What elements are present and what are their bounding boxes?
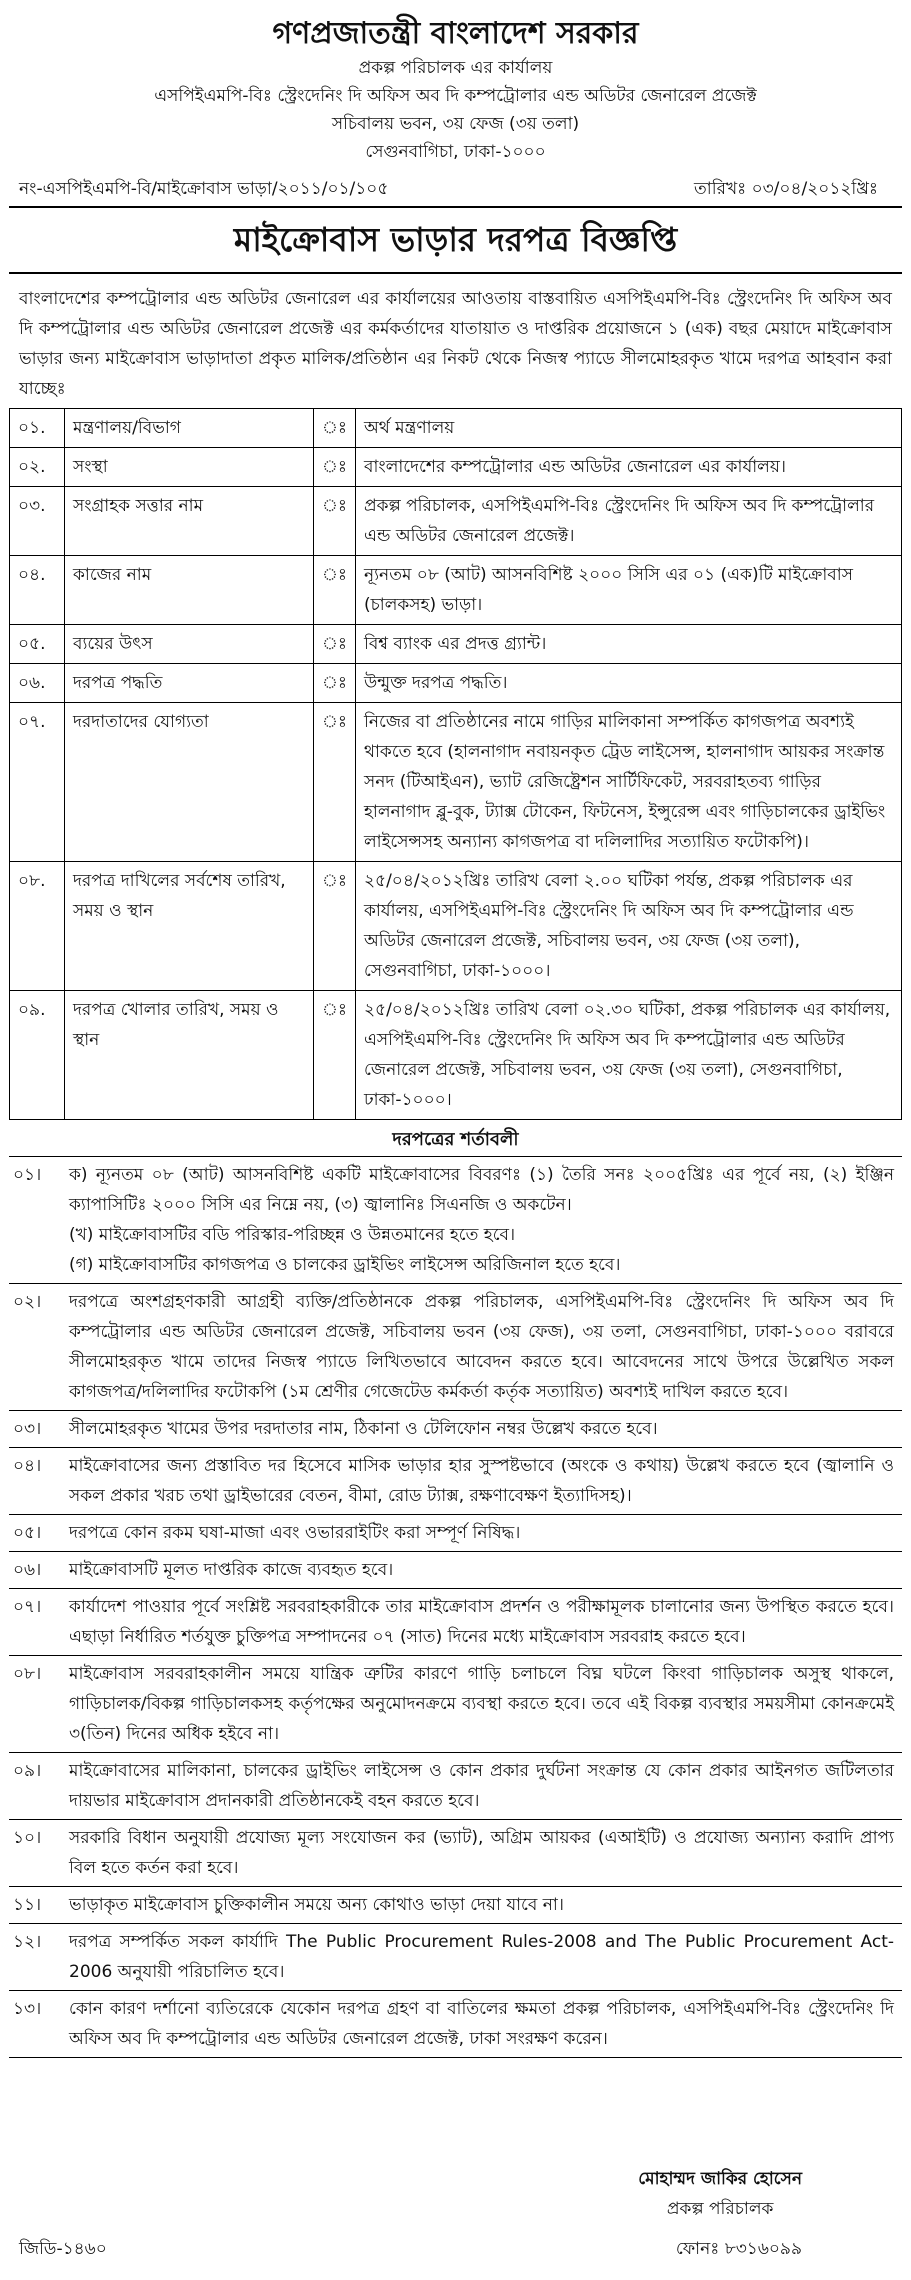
condition-line: দরপত্রে অংশগ্রহণকারী আগ্রহী ব্যক্তি/প্রতিষ্ঠানকে প্রকল্প পরিচালক, এসপিইএমপি-বিঃ স্ট্রেংদেনিং দি অফিস অব দি কম্পট্রোলার এন্ড অডিটর জেনারেল প্রজেক্ট, সচিবালয় ভবন (৩য় ফেজ), ৩য় তলা, সেগুনবাগিচা, ঢাকা-১০০০ বরাবরে সীলমোহরকৃত খামে তাদের নিজস্ব প্যাডে লিখিতভাবে আবেদন করতে হবে। আবেদনের সাথে উপরে উল্লেখিত সকল কাগজপত্র/দলিলাদির ফটোকপি (১ম শ্রেণীর গেজেটেড কর্মকর্তা কর্তৃক সত্যায়িত) অবশ্যই দাখিল করতে হবে।	[69, 1292, 894, 1402]
row-label: দরপত্র খোলার তারিখ, সময় ও স্থান	[65, 991, 314, 1120]
row-label: কাজের নাম	[65, 556, 314, 625]
condition-number: ১৩।	[13, 1999, 42, 2019]
row-number: ০১.	[10, 409, 65, 448]
table-row	[10, 487, 902, 556]
condition-number: ০৩।	[13, 1419, 42, 1439]
row-colon: ঃ	[314, 862, 356, 991]
condition-text	[69, 1823, 902, 1883]
condition-item	[9, 1411, 902, 1448]
condition-line: (খ) মাইক্রোবাসটির বডি পরিস্কার-পরিচ্ছন্ন ও উন্নতমানের হতে হবে।	[69, 1225, 516, 1245]
condition-line: (গ) মাইক্রোবাসটির কাগজপত্র ও চালকের ড্রাইভিং লাইসেন্স অরিজিনাল হতে হবে।	[69, 1255, 621, 1275]
intro-paragraph: বাংলাদেশের কম্পট্রোলার এন্ড অডিটর জেনারেল এর কার্যালয়ের আওতায় বাস্তবায়িত এসপিইএমপি-বিঃ স্ট্রেংদেনিং দি অফিস অব দি কম্পট্রোলার এন্ড অডিটর জেনারেল প্রজেক্ট এর কর্মকর্তাদের যাতায়াত ও দাপ্তরিক প্রয়োজনে ১ (এক) বছর মেয়াদে মাইক্রোবাস ভাড়ার জন্য মাইক্রোবাস ভাড়াদাতা প্রকৃত মালিক/প্রতিষ্ঠান এর নিকট থেকে নিজস্ব প্যাডে সীলমোহরকৃত খামে দরপত্র আহবান করা যাচ্ছেঃ	[19, 289, 892, 399]
condition-number: ০৮।	[13, 1664, 42, 1684]
row-value: উন্মুক্ত দরপত্র পদ্ধতি।	[355, 664, 901, 703]
government-title: গণপ্রজাতন্ত্রী বাংলাদেশ সরকার	[272, 16, 639, 51]
row-colon: ঃ	[314, 487, 356, 556]
office-name: প্রকল্প পরিচালক এর কার্যালয়	[358, 58, 553, 78]
condition-item	[9, 1887, 902, 1924]
row-number: ০৬.	[10, 664, 65, 703]
condition-text	[69, 1592, 902, 1652]
condition-item	[9, 1515, 902, 1552]
row-number: ০৫.	[10, 625, 65, 664]
condition-text	[69, 1927, 902, 1987]
conditions-title: দরপত্রের শর্তাবলী	[392, 1129, 519, 1150]
condition-number: ১২।	[13, 1932, 42, 1952]
reference-number: নং-এসপিইএমপি-বি/মাইক্রোবাস ভাড়া/২০১১/০১/১০৫	[19, 179, 389, 199]
row-number: ০২.	[10, 448, 65, 487]
condition-text	[69, 1518, 902, 1548]
condition-line: দরপত্রে কোন রকম ঘষা-মাজা এবং ওভাররাইটিং করা সম্পূর্ণ নিষিদ্ধ।	[69, 1523, 521, 1543]
condition-item	[9, 1589, 902, 1656]
condition-line: মাইক্রোবাসটি মূলত দাপ্তরিক কাজে ব্যবহৃত হবে।	[69, 1560, 394, 1580]
row-value: অর্থ মন্ত্রণালয়	[355, 409, 901, 448]
condition-number: ০২।	[13, 1292, 42, 1312]
condition-text	[69, 1451, 902, 1511]
notice-date: তারিখঃ ০৩/০৪/২০১২খ্রিঃ	[694, 179, 878, 199]
table-row	[10, 409, 902, 448]
row-label: মন্ত্রণালয়/বিভাগ	[65, 409, 314, 448]
row-value: নিজের বা প্রতিষ্ঠানের নামে গাড়ির মালিকানা সম্পর্কিত কাগজপত্র অবশ্যই থাকতে হবে (হালনাগাদ নবায়নকৃত ট্রেড লাইসেন্স, হালনাগাদ আয়কর সংক্রান্ত সনদ (টিআইএন), ভ্যাট রেজিষ্ট্রেশন সার্টিফিকেট, সরবরাহতব্য গাড়ির হালনাগাদ ব্লু-বুক, ট্যাক্স টোকেন, ফিটনেস, ইন্সুরেন্স এবং গাড়িচালকের ড্রাইভিং লাইসেন্সসহ অন্যান্য কাগজপত্র বা দলিলাদির সত্যায়িত ফটোকপি)।	[355, 703, 901, 862]
tender-notice	[9, 14, 902, 2266]
condition-line: দরপত্র সম্পর্কিত সকল কার্যাদি The Public Procurement Rules-2008 and The Public Procurement Act-2006 অনুযায়ী পরিচালিত হবে।	[69, 1932, 894, 1982]
row-colon: ঃ	[314, 556, 356, 625]
row-value: ২৫/০৪/২০১২খ্রিঃ তারিখ বেলা ২.০০ ঘটিকা পর্যন্ত, প্রকল্প পরিচালক এর কার্যালয়, এসপিইএমপি-বিঃ স্ট্রেংদেনিং দি অফিস অব দি কম্পট্রোলার এন্ড অডিটর জেনারেল প্রজেক্ট, সচিবালয় ভবন, ৩য় ফেজ (৩য় তলা), সেগুনবাগিচা, ঢাকা-১০০০।	[355, 862, 901, 991]
row-colon: ঃ	[314, 409, 356, 448]
row-colon: ঃ	[314, 703, 356, 862]
row-label: দরপত্র দাখিলের সর্বশেষ তারিখ, সময় ও স্থান	[65, 862, 314, 991]
condition-text	[69, 1756, 902, 1816]
condition-number: ০৫।	[13, 1523, 42, 1543]
condition-line: ভাড়াকৃত মাইক্রোবাস চুক্তিকালীন সময়ে অন্য কোথাও ভাড়া দেয়া যাবে না।	[69, 1895, 564, 1915]
condition-item	[9, 1656, 902, 1753]
condition-item	[9, 1991, 902, 2058]
footer-code: জিডি-১৪৬০	[19, 2239, 107, 2259]
table-row	[10, 556, 902, 625]
condition-number: ০১।	[13, 1165, 42, 1185]
row-label: দরদাতাদের যোগ্যতা	[65, 703, 314, 862]
condition-item	[9, 1552, 902, 1589]
row-colon: ঃ	[314, 664, 356, 703]
row-number: ০৮.	[10, 862, 65, 991]
row-value: প্রকল্প পরিচালক, এসপিইএমপি-বিঃ স্ট্রেংদেনিং দি অফিস অব দি কম্পট্রোলার এন্ড অডিটর জেনারেল প্রজেক্ট।	[355, 487, 901, 556]
city-address: সেগুনবাগিচা, ঢাকা-১০০০	[365, 142, 546, 162]
condition-item	[9, 1820, 902, 1887]
condition-line: কোন কারণ দর্শানো ব্যতিরেকে যেকোন দরপত্র গ্রহণ বা বাতিলের ক্ষমতা প্রকল্প পরিচালক, এসপিইএমপি-বিঃ স্ট্রেংদেনিং দি অফিস অব দি কম্পট্রোলার এন্ড অডিটর জেনারেল প্রজেক্ট, ঢাকা সংরক্ষণ করেন।	[69, 1999, 894, 2049]
condition-number: ১০।	[13, 1828, 42, 1848]
row-number: ০৪.	[10, 556, 65, 625]
condition-line: সরকারি বিধান অনুযায়ী প্রযোজ্য মূল্য সংযোজন কর (ভ্যাট), অগ্রিম আয়কর (এআইটি) ও প্রযোজ্য অন্যান্য করাদি প্রাপ্য বিল হতে কর্তন করা হবে।	[69, 1828, 894, 1878]
row-number: ০৭.	[10, 703, 65, 862]
table-row	[10, 703, 902, 862]
notice-title: মাইক্রোবাস ভাড়ার দরপত্র বিজ্ঞপ্তি	[9, 206, 902, 274]
condition-line: কার্যাদেশ পাওয়ার পূর্বে সংশ্লিষ্ট সরবরাহকারীকে তার মাইক্রোবাস প্রদর্শন ও পরীক্ষামূলক চালানোর জন্য উপস্থিত করতে হবে। এছাড়া নির্ধারিত শর্তযুক্ত চুক্তিপত্র সম্পাদনের ০৭ (সাত) দিনের মধ্যে মাইক্রোবাস সরবরাহ করতে হবে।	[69, 1597, 894, 1647]
condition-number: ০৯।	[13, 1761, 42, 1781]
condition-number: ০৬।	[13, 1560, 42, 1580]
table-row	[10, 664, 902, 703]
row-label: সংগ্রাহক সত্তার নাম	[65, 487, 314, 556]
reference-row	[9, 172, 902, 206]
condition-line: মাইক্রোবাস সরবরাহকালীন সময়ে যান্ত্রিক ত্রুটির কারণে গাড়ি চলাচলে বিঘ্ন ঘটলে কিংবা গাড়িচালক অসুস্থ থাকলে, গাড়িচালক/বিকল্প গাড়িচালকসহ কর্তৃপক্ষের অনুমোদনক্রমে ব্যবস্থা করতে হবে। তবে এই বিকল্প ব্যবস্থার সময়সীমা কোনক্রমেই ৩(তিন) দিনের অধিক হইবে না।	[69, 1664, 894, 1744]
condition-line: মাইক্রোবাসের জন্য প্রস্তাবিত দর হিসেবে মাসিক ভাড়ার হার সুস্পষ্টভাবে (অংকে ও কথায়) উল্লেখ করতে হবে (জ্বালানি ও সকল প্রকার খরচ তথা ড্রাইভারের বেতন, বীমা, রোড ট্যাক্স, রক্ষণাবেক্ষণ ইত্যাদিসহ)।	[69, 1456, 894, 1506]
table-row	[10, 448, 902, 487]
row-value: বিশ্ব ব্যাংক এর প্রদত্ত গ্র্যান্ট।	[355, 625, 901, 664]
building-address: সচিবালয় ভবন, ৩য় ফেজ (৩য় তলা)	[331, 114, 580, 134]
condition-text	[69, 1160, 902, 1280]
signatory-name: মোহাম্মদ জাকির হোসেন	[638, 2169, 802, 2189]
table-row	[10, 991, 902, 1120]
condition-item	[9, 1448, 902, 1515]
condition-number: ০৭।	[13, 1597, 42, 1617]
row-colon: ঃ	[314, 448, 356, 487]
table-row	[10, 625, 902, 664]
condition-text	[69, 1994, 902, 2054]
condition-text	[69, 1890, 902, 1920]
condition-number: ০৪।	[13, 1456, 42, 1476]
condition-text	[69, 1659, 902, 1749]
row-colon: ঃ	[314, 991, 356, 1120]
signatory-phone: ফোনঃ ৮৩১৬০৯৯	[675, 2239, 802, 2259]
table-row	[10, 862, 902, 991]
row-value: ২৫/০৪/২০১২খ্রিঃ তারিখ বেলা ০২.৩০ ঘটিকা, প্রকল্প পরিচালক এর কার্যালয়, এসপিইএমপি-বিঃ স্ট্রেংদেনিং দি অফিস অব দি কম্পট্রোলার এন্ড অডিটর জেনারেল প্রজেক্ট, সচিবালয় ভবন, ৩য় ফেজ (৩য় তলা), সেগুনবাগিচা, ঢাকা-১০০০।	[355, 991, 901, 1120]
conditions-list	[9, 1156, 902, 2058]
signature-block	[638, 2164, 802, 2224]
row-value: বাংলাদেশের কম্পট্রোলার এন্ড অডিটর জেনারেল এর কার্যালয়।	[355, 448, 901, 487]
condition-text	[69, 1555, 902, 1585]
condition-text	[69, 1414, 902, 1444]
row-number: ০৩.	[10, 487, 65, 556]
row-label: সংস্থা	[65, 448, 314, 487]
row-label: দরপত্র পদ্ধতি	[65, 664, 314, 703]
condition-text	[69, 1287, 902, 1407]
condition-line: সীলমোহরকৃত খামের উপর দরদাতার নাম, ঠিকানা ও টেলিফোন নম্বর উল্লেখ করতে হবে।	[69, 1419, 658, 1439]
row-label: ব্যয়ের উৎস	[65, 625, 314, 664]
tender-info-table	[9, 408, 902, 1120]
condition-item	[9, 1924, 902, 1991]
row-colon: ঃ	[314, 625, 356, 664]
row-value: ন্যূনতম ০৮ (আট) আসনবিশিষ্ট ২০০০ সিসি এর ০১ (এক)টি মাইক্রোবাস (চালকসহ) ভাড়া।	[355, 556, 901, 625]
condition-line: মাইক্রোবাসের মালিকানা, চালকের ড্রাইভিং লাইসেন্স ও কোন প্রকার দুর্ঘটনা সংক্রান্ত যে কোন প্রকার আইনগত জটিলতার দায়ভার মাইক্রোবাস প্রদানকারী প্রতিষ্ঠানকেই বহন করতে হবে।	[69, 1761, 894, 1811]
project-name: এসপিইএমপি-বিঃ স্ট্রেংদেনিং দি অফিস অব দি কম্পট্রোলার এন্ড অডিটর জেনারেল প্রজেক্ট	[154, 86, 757, 106]
notice-header	[9, 14, 902, 166]
signatory-title: প্রকল্প পরিচালক	[666, 2199, 774, 2219]
condition-item	[9, 1156, 902, 1284]
condition-line: ক) ন্যূনতম ০৮ (আট) আসনবিশিষ্ট একটি মাইক্রোবাসের বিবরণঃ (১) তৈরি সনঃ ২০০৫খ্রিঃ এর পূর্বে নয়, (২) ইঞ্জিন ক্যাপাসিটিঃ ২০০০ সিসি এর নিম্নে নয়, (৩) জ্বালানিঃ সিএনজি ও অকটেন।	[69, 1165, 894, 1215]
row-number: ০৯.	[10, 991, 65, 1120]
condition-item	[9, 1284, 902, 1411]
condition-number: ১১।	[13, 1895, 42, 1915]
condition-item	[9, 1753, 902, 1820]
